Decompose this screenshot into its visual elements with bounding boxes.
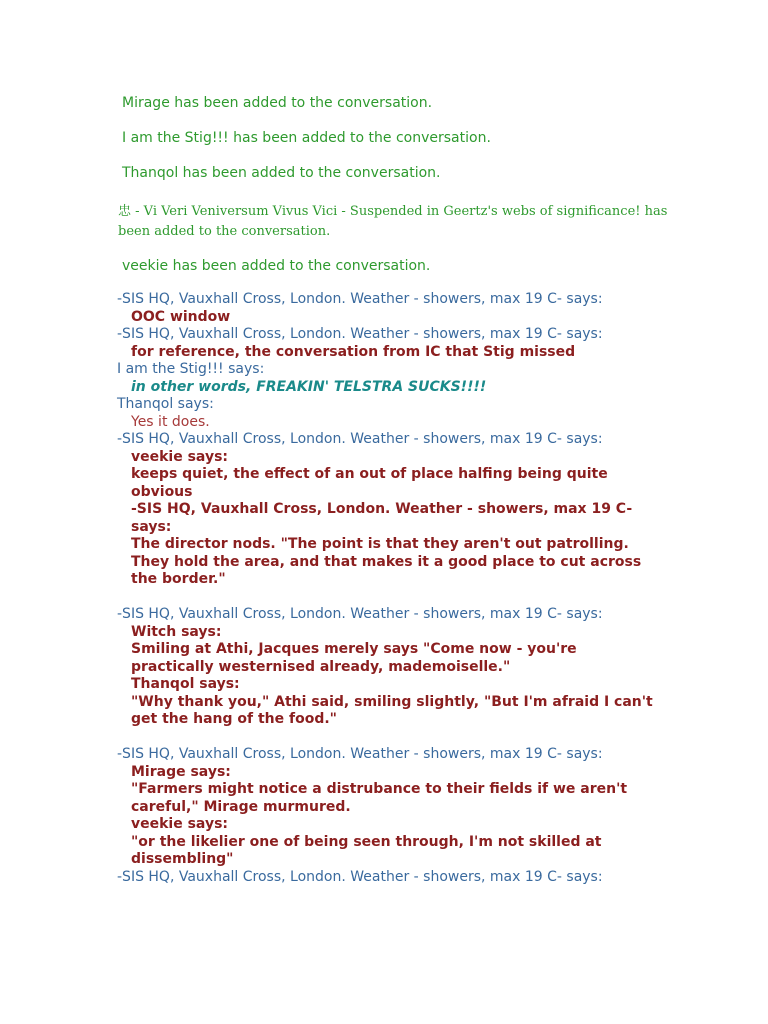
message-header: -SIS HQ, Vauxhall Cross, London. Weather - showers, max 19 C- says: xyxy=(117,326,603,342)
system-notice: veekie has been added to the conversation. xyxy=(122,258,431,274)
message-header: Thanqol says: xyxy=(117,396,214,412)
system-notice: I am the Stig!!! has been added to the conversation. xyxy=(122,130,491,146)
system-notice: Mirage has been added to the conversation. xyxy=(122,95,433,111)
chat-log xyxy=(117,291,657,886)
message-text: "Why thank you," Athi said, smiling slightly, "But I'm afraid I can't get the hang of the food." xyxy=(131,693,653,727)
quoted-speaker: Mirage says: xyxy=(131,763,231,780)
message-text: for reference, the conversation from IC that Stig missed xyxy=(131,343,576,360)
message-text: "Farmers might notice a distrubance to their fields if we aren't careful," Mirage murmured. xyxy=(131,781,628,815)
message-text: "or the likelier one of being seen through, I'm not skilled at dissembling" xyxy=(131,833,602,867)
message-header: -SIS HQ, Vauxhall Cross, London. Weather - showers, max 19 C- says: xyxy=(117,606,603,622)
message-text: keeps quiet, the effect of an out of place halfing being quite obvious xyxy=(131,466,608,500)
quoted-speaker: veekie says: xyxy=(131,448,229,465)
system-notice: 忠 - Vi Veri Veniversum Vivus Vici - Suspended in Geertz's webs of significance! has been added to the conversation. xyxy=(118,204,668,239)
quoted-speaker: Witch says: xyxy=(131,623,222,640)
message-header: -SIS HQ, Vauxhall Cross, London. Weather - showers, max 19 C- says: xyxy=(117,431,603,447)
message-text: in other words, FREAKIN' TELSTRA SUCKS!!!! xyxy=(131,378,487,395)
message-text: OOC window xyxy=(131,308,231,325)
quoted-speaker: veekie says: xyxy=(131,816,229,832)
message-text: Yes it does. xyxy=(131,413,210,430)
message-header: I am the Stig!!! says: xyxy=(117,361,265,377)
system-notice: Thanqol has been added to the conversation. xyxy=(122,165,441,181)
message-text: Smiling at Athi, Jacques merely says "Come now - you're practically westernised already, mademoiselle." xyxy=(131,641,577,675)
message-text: The director nods. "The point is that they aren't out patrolling. They hold the area, and that makes it a good place to cut across the border." xyxy=(131,536,642,587)
message-header: -SIS HQ, Vauxhall Cross, London. Weather - showers, max 19 C- says: xyxy=(117,746,603,762)
message-header: -SIS HQ, Vauxhall Cross, London. Weather - showers, max 19 C- says: xyxy=(117,868,603,885)
message-header: -SIS HQ, Vauxhall Cross, London. Weather - showers, max 19 C- says: xyxy=(117,291,603,307)
quoted-speaker: Thanqol says: xyxy=(131,676,240,692)
quoted-speaker: -SIS HQ, Vauxhall Cross, London. Weather - showers, max 19 C- says: xyxy=(131,501,633,535)
